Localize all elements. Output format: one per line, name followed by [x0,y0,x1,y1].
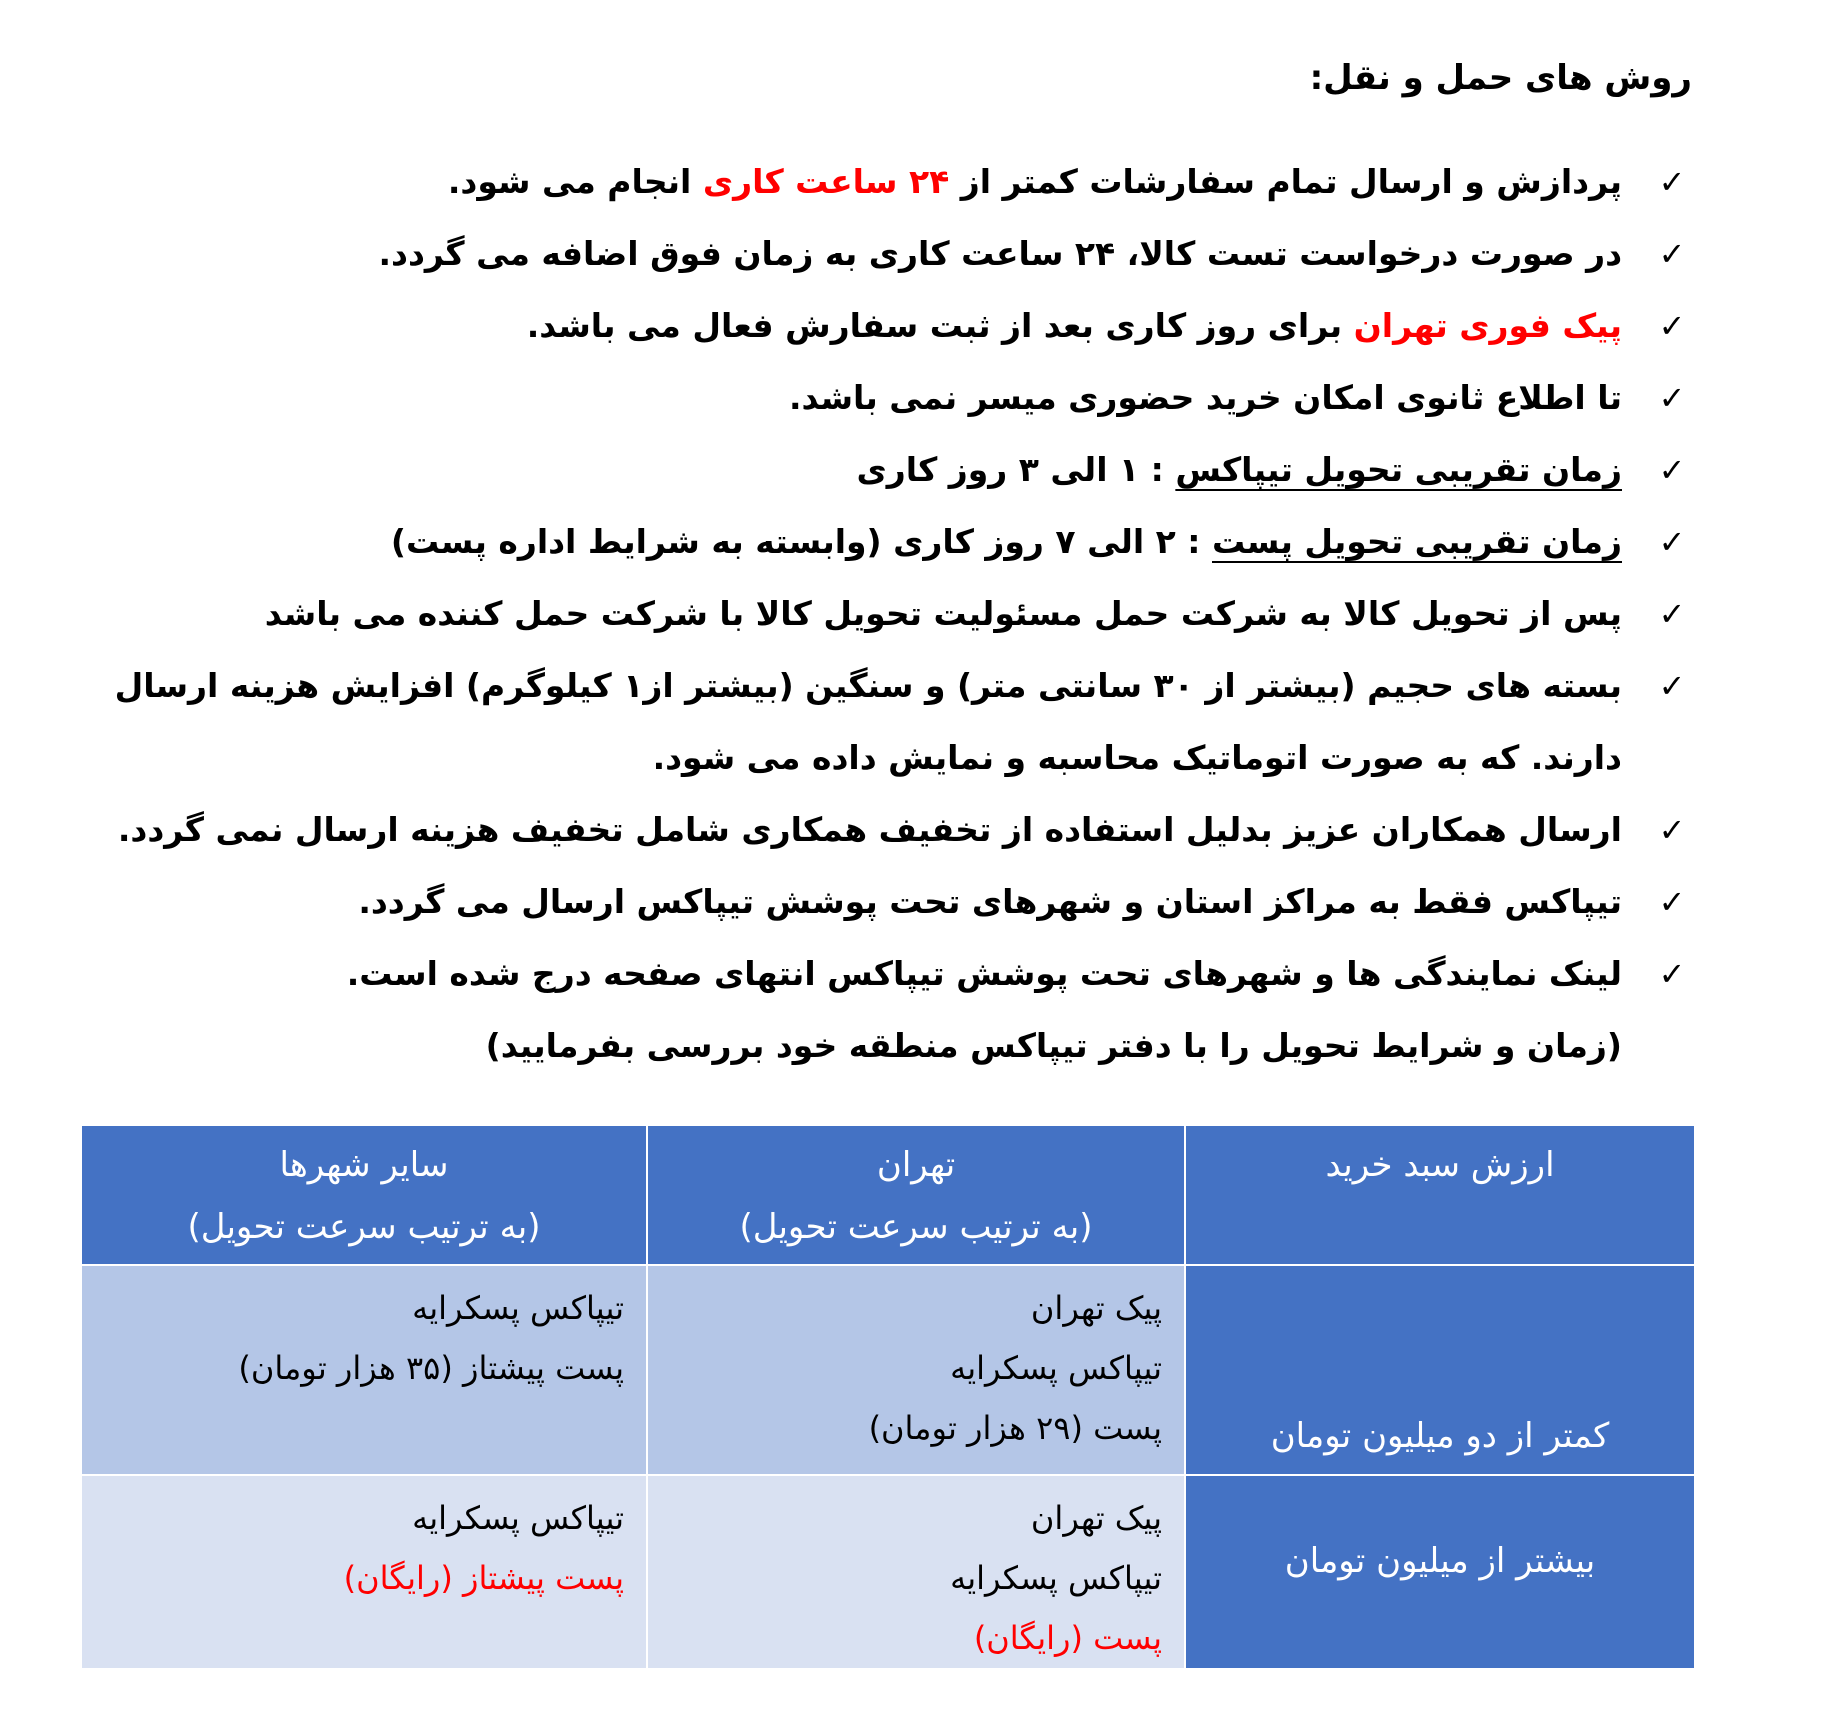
header-label: تهران [876,1145,956,1185]
header-cart-value [1185,1125,1695,1265]
shipping-option-free: پست پیشتاز (رایگان) [343,1559,624,1597]
rule-text: : ۲ الی ۷ روز کاری (وابسته به شرایط اداره پست) [390,522,1212,561]
list-item [92,578,1692,650]
shipping-option: تیپاکس پسکرایه [950,1349,1162,1387]
check-icon: ✓ [1658,235,1686,273]
highlight-text: پیک فوری تهران [1353,306,1622,345]
list-item [92,506,1692,578]
list-item [92,290,1692,362]
shipping-rules-list [92,146,1692,1082]
tehran-options-cell [647,1265,1185,1475]
rule-text: برای روز کاری بعد از ثبت سفارش فعال می باشد. [526,306,1354,345]
header-tehran [647,1125,1185,1265]
header-label: ارزش سبد خرید [1325,1145,1555,1185]
check-icon: ✓ [1658,451,1686,489]
rule-text: پردازش و ارسال تمام سفارشات کمتر از [949,162,1622,201]
check-icon: ✓ [1658,811,1686,849]
check-icon: ✓ [1658,379,1686,417]
cart-value-cell [1185,1475,1695,1669]
list-item [92,146,1692,218]
header-sublabel: (به ترتیب سرعت تحویل) [187,1207,541,1247]
shipping-option: پیک تهران [1030,1289,1162,1327]
table-row [81,1265,1695,1475]
check-icon: ✓ [1658,595,1686,633]
cart-value-label: کمتر از دو میلیون تومان [1270,1416,1610,1456]
cart-value-label: بیشتر از میلیون تومان [1284,1541,1596,1581]
rule-text: انجام می شود. [447,162,703,201]
list-item [92,218,1692,290]
table-header-row [81,1125,1695,1265]
list-item-continuation [92,722,1692,794]
header-sublabel: (به ترتیب سرعت تحویل) [739,1207,1093,1247]
shipping-option: تیپاکس پسکرایه [412,1289,624,1327]
rule-text: لینک نمایندگی ها و شهرهای تحت پوشش تیپاکس انتهای صفحه درج شده است. [346,954,1622,993]
rule-text: تا اطلاع ثانوی امکان خرید حضوری میسر نمی باشد. [788,378,1622,417]
rule-text: (زمان و شرایط تحویل را با دفتر تیپاکس منطقه خود بررسی بفرمایید) [485,1026,1622,1065]
highlight-text: ۲۴ ساعت کاری [702,162,950,201]
rule-text: : ۱ الی ۳ روز کاری [856,450,1176,489]
rule-text: در صورت درخواست تست کالا، ۲۴ ساعت کاری به زمان فوق اضافه می گردد. [378,234,1622,273]
shipping-option-free: پست (رایگان) [973,1619,1162,1657]
list-item [92,794,1692,866]
other-cities-options-cell [81,1265,647,1475]
list-item [92,362,1692,434]
check-icon: ✓ [1658,163,1686,201]
header-label: سایر شهرها [279,1145,449,1185]
list-item [92,938,1692,1010]
check-icon: ✓ [1658,307,1686,345]
header-other-cities [81,1125,647,1265]
check-icon: ✓ [1658,955,1686,993]
shipping-option: پست (۲۹ هزار تومان) [868,1409,1162,1447]
underlined-label: زمان تقریبی تحویل تیپاکس [1175,450,1622,489]
check-icon: ✓ [1658,523,1686,561]
shipping-option: تیپاکس پسکرایه [412,1499,624,1537]
underlined-label: زمان تقریبی تحویل پست [1212,522,1622,561]
list-item [92,866,1692,938]
shipping-cost-table [80,1124,1696,1670]
table-row [81,1475,1695,1669]
shipping-option: پیک تهران [1030,1499,1162,1537]
rule-text: تیپاکس فقط به مراکز استان و شهرهای تحت پوشش تیپاکس ارسال می گردد. [358,882,1622,921]
list-item [92,434,1692,506]
shipping-option: پست پیشتاز (۳۵ هزار تومان) [238,1349,624,1387]
cart-value-cell [1185,1265,1695,1475]
rule-text: بسته های حجیم (بیشتر از ۳۰ سانتی متر) و سنگین (بیشتر از۱ کیلوگرم) افزایش هزینه ارسال [114,666,1622,705]
other-cities-options-cell [81,1475,647,1669]
check-icon: ✓ [1658,667,1686,705]
list-item [92,650,1692,722]
shipping-option: تیپاکس پسکرایه [950,1559,1162,1597]
list-item-continuation [92,1010,1692,1082]
rule-text: دارند. که به صورت اتوماتیک محاسبه و نمایش داده می شود. [652,738,1622,777]
rule-text: ارسال همکاران عزیز بدلیل استفاده از تخفیف همکاری شامل تخفیف هزینه ارسال نمی گردد. [117,810,1622,849]
tehran-options-cell [647,1475,1185,1669]
page-title: روش های حمل و نقل: [1309,58,1692,98]
rule-text: پس از تحویل کالا به شرکت حمل مسئولیت تحویل کالا با شرکت حمل کننده می باشد [264,594,1622,633]
check-icon: ✓ [1658,883,1686,921]
